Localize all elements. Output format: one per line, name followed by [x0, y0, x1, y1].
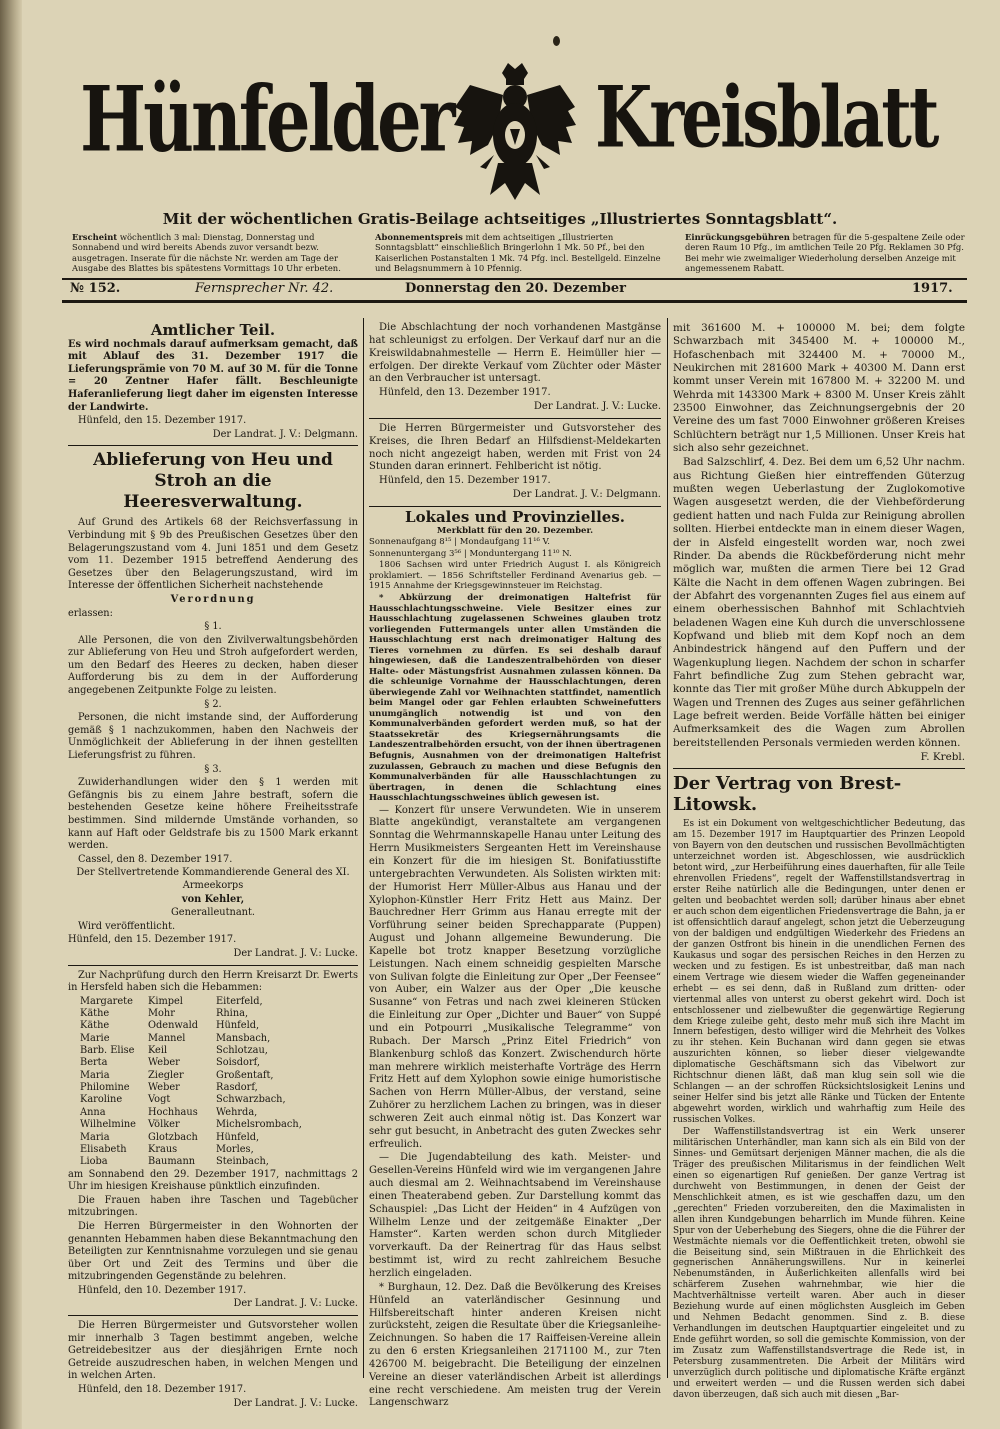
- midwife-place: Schlotzau,: [216, 1045, 268, 1057]
- midwife-last: Hochhaus: [148, 1106, 198, 1118]
- column-3: [673, 322, 965, 1402]
- midwife-last: Kimpel: [148, 995, 183, 1007]
- midwife-first: Anna: [80, 1106, 106, 1118]
- midwife-first: Lioba: [80, 1156, 108, 1168]
- midwife-place: Morles,: [216, 1143, 254, 1155]
- list-item: [68, 1082, 358, 1094]
- info-advertising: [685, 232, 965, 280]
- midwife-place: Mansbach,: [216, 1032, 271, 1044]
- midwife-first: Käthe: [80, 1008, 110, 1020]
- dateline-bottom-rule: [62, 300, 967, 303]
- ink-spot: [553, 36, 560, 46]
- auxiliary-place: Hünfeld, den 15. Dezember 1917.: [379, 475, 551, 487]
- list-item: [68, 1008, 358, 1020]
- geese-sign: Der Landrat. J. V.: Lucke.: [533, 401, 661, 413]
- list-item: [68, 1094, 358, 1106]
- list-item: [68, 1045, 358, 1057]
- list-item: [68, 1144, 358, 1156]
- midwife-first: Maria: [80, 1131, 110, 1143]
- midwives-intro: Zur Nachprüfung durch den Herrn Kreisarzt Dr. Ewerts in Hersfeld haben sich die Hebammen:: [68, 969, 358, 994]
- harvest-sign: Der Landrat. J. V.: Lucke.: [233, 1397, 358, 1409]
- midwife-place: Michelsrombach,: [216, 1119, 302, 1131]
- masthead-subtitle: Mit der wöchentlichen Gratis-Beilage achtseitiges „Illustriertes Sonntagsblatt“.: [162, 210, 838, 228]
- list-item: [68, 996, 358, 1008]
- list-item: [68, 1020, 358, 1032]
- youth-article: — Die Jugendabteilung des kath. Meister- und Gesellen-Vereins Hünfeld wird wie im vergangenen Jahre auch diesmal am 2. Weihnachtsabend im Vereinshause einen Theaterabend geben. Zur Darstellung kommt das Schauspiel: „Das Licht der Heiden“ in 4 Aufzügen von Wilhelm Lenze und der zeitgemäße Einakter „Der Hamster“. Karten werden schon durch Mitglieder vorverkauft. Da der Reinertrag für das Haus selbst bestimmt ist, wird zu recht zahlreichem Besuche herzlich eingeladen.: [369, 1152, 661, 1279]
- midwife-last: Glotzbach: [148, 1131, 198, 1143]
- published-sign: Der Landrat. J. V.: Lucke.: [233, 947, 358, 959]
- issue-date: Donnerstag den 20. Dezember: [405, 281, 626, 296]
- official-section-heading: Amtlicher Teil.: [150, 321, 276, 339]
- midwife-last: Weber: [148, 1082, 180, 1094]
- auxiliary-sign: Der Landrat. J. V.: Delgmann.: [512, 489, 661, 501]
- midwife-last: Keil: [148, 1045, 168, 1057]
- list-item: [68, 1070, 358, 1082]
- midwife-first: Käthe: [80, 1020, 110, 1032]
- issue-number: № 152.: [70, 281, 121, 296]
- burghaun-continued: mit 361600 M. + 100000 M. bei; dem folgte Schwarzbach mit 345400 M. + 100000 M., Hofaschenbach mit 324400 M. + 70000 M., Neukirchen mit 281600 Mark + 40300 M. Dann erst kommt unser Verein mit 167800 M. + 32200 M. und Wehrda mit 143300 Mark + 8300 M. Unser Kreis zählt 23500 Einwohner, das Zeichnungsergebnis der 20 Vereine des um fast 7000 Einwohner größeren Kreises Schlüchtern beträgt nur 1,5 Millionen. Unser Kreis hat sich also sehr gezeichnet.: [673, 322, 965, 455]
- list-item: [68, 1057, 358, 1069]
- almanac-heading: Merkblatt für den 20. Dezember.: [436, 525, 594, 536]
- midwife-place: Schwarzbach,: [216, 1094, 286, 1106]
- midwife-first: Karoline: [80, 1094, 123, 1106]
- masthead-left-word: Hünfelder: [80, 66, 453, 173]
- paragraph-1: Alle Personen, die von den Zivilverwaltungsbehörden zur Ablieferung von Heu und Stroh aufgefordert werden, um den Bedarf des Heeres zu decken, haben dieser Aufforderung bis zu dem in der Aufforderung angegebenen Zeitpunkte Folge zu leisten.: [68, 634, 358, 697]
- midwife-last: Ziegler: [148, 1069, 184, 1081]
- general-title: Der Stellvertretende Kommandierende General des XI. Armeekorps: [76, 867, 350, 891]
- midwives-mayors: Die Herren Bürgermeister in den Wohnorten der genannten Hebammen haben diese Bekanntmachung den Beteiligten zur Kenntnisnahme vorzulegen und sie genau über Ort und Zeit des Termins und über die mitzubringenden Gegenstände zu belehren.: [68, 1220, 358, 1283]
- oat-notice-sign: Der Landrat. J. V.: Delgmann.: [212, 428, 358, 440]
- info-subscription-text: mit dem achtseitigen „Illustrierten Sonntagsblatt“ einschließlich Bringerlohn 1 Mk. 50 Pf., bei den Kaiserlichen Postanstalten 1 Mk. 74 Pfg. incl. Bestellgeld. Einzelne und Belagsnummern à 10 Pfennig.: [375, 232, 661, 274]
- midwife-first: Philomine: [80, 1082, 130, 1094]
- phone-number: Fernsprecher Nr. 42.: [195, 281, 334, 296]
- page-binding-edge: [0, 0, 22, 1429]
- general-name: von Kehler,: [181, 893, 245, 905]
- geese-notice: Die Abschlachtung der noch vorhandenen Mastgänse hat schleunigst zu erfolgen. Der Verkauf darf nur an die Kreiswildabnahmestelle — Herrn E. Heimüller hier — erfolgen. Der direkte Verkauf vom Züchter oder Mäster an den Verbraucher ist untersagt.: [369, 322, 661, 385]
- almanac-sunrise: Sonnenaufgang 8¹⁵ | Mondaufgang 11¹⁶ V.: [369, 537, 550, 548]
- midwife-first: Barb. Elise: [80, 1045, 135, 1057]
- list-item: [68, 1033, 358, 1045]
- oat-notice-place: Hünfeld, den 15. Dezember 1917.: [78, 415, 247, 427]
- column-rule-2: [667, 318, 668, 1378]
- decree-erlassen: erlassen:: [68, 607, 113, 619]
- issue-year: 1917.: [912, 281, 953, 296]
- almanac-history: 1806 Sachsen wird unter Friedrich August I. als Königreich proklamiert. — 1856 Schriftsteller Ferdinand Avenarius geb. — 1915 Annahme der Kriegsgewinnsteuer im Reichstag.: [369, 560, 661, 592]
- midwives-sign: Der Landrat. J. V.: Lucke.: [233, 1298, 358, 1310]
- midwife-last: Mohr: [148, 1008, 175, 1020]
- column-2: [369, 322, 661, 1411]
- decree-intro: Auf Grund des Artikels 68 der Reichsverfassung in Verbindung mit § 9b des Preußischen Gesetzes über den Belagerungszustand vom 4. Juni 1851 und dem Gesetz vom 11. Dezember 1915 betreffend Aenderung des Gesetzes über den Belagerungszustand, wird im Interesse der öffentlichen Sicherheit nachstehende: [68, 517, 358, 592]
- published-note: Wird veröffentlicht.: [78, 920, 176, 932]
- midwife-last: Mannel: [148, 1032, 186, 1044]
- concert-article: — Konzert für unsere Verwundeten. Wie in unserem Blatte angekündigt, veranstaltete am vergangenen Sonntag die Wehrmannskapelle Hanau unter Leitung des Herrn Musikmeisters Sergeanten Hett im Vereinshause ein Konzert für die im hiesigen St. Bonifatiusstifte untergebrachten Verwundeten. Als Solisten wirkten mit: der Humorist Herr Müller-Albus aus Hanau und der Xylophon-Künstler Herr Fritz Hett aus Mainz. Der Bauchredner Herr Grimm aus Hanau erregte mit der Vorführung seiner beiden Sprechapparate (Puppen) August und Johann allgemeine Bewunderung. Die Kapelle bot trotz knapper Besetzung vorzügliche Leistungen. Nach einem schneidig gespielten Marsche von Sulivan folgte die Einleitung zur Oper „Der Feensee“ von Auber, ein Walzer aus der Oper „Die keusche Susanne“ von Fetras und nach zwei kleineren Stücken die Einleitung zur Oper „Dichter und Bauer“ von Suppé und ein Potpourri „Musikalische Telegramme“ von Rubach. Der Marsch „Prinz Eitel Friedrich“ von Blankenburg schloß das Konzert. Zwischendurch hörte man mehrere wirklich meisterhafte Vorträge des Herrn Fritz Hett auf dem Xylophon sowie einige humoristische Sachen von Herrn Müller-Albus, der verstand, seine Zuhörer zu herzlichem Lachen zu bringen, was in dieser schweren Zeit auch einmal nötig ist. Das Konzert war sehr gut besucht, in Anbetracht des guten Zweckes sehr erfreulich.: [369, 804, 661, 1150]
- slaughter-article: * Abkürzung der dreimonatigen Haltefrist für Hausschlachtungsschweine. Viele Besitzer eines zur Hausschlachtung zugelassenen Schweines glauben trotz vorliegenden Futtermangels unter allen Umständen die Hausschlachtung erst nach dreimonatiger Haltung des Tieres vornehmen zu dürfen. Es sei deshalb darauf hingewiesen, daß die Landeszentralbehörden von dieser Halte- oder Mästungsfrist Ausnahmen zulassen können. Da die schleunige Vornahme der Hausschlachtungen, deren überwiegende Zahl vor Weihnachten stattfindet, namentlich beim Mangel oder gar Fehlen erlaubten Schweinefutters unumgänglich notwendig ist und von den Kommunalverbänden gefordert werden muß, so hat der Staatssekretär des Kriegsernährungsamts die Landeszentralbehörden ersucht, von der ihnen übertragenen Befugnis, Ausnahmen von der dreimonatigen Haltefrist zuzulassen, Gebrauch zu machen und diese Befugnis den Kommunalverbänden für alle Hausschlachtungen zu übertragen, in denen die Schlachtung eines Hausschlachtungsschweines üblich gewesen ist.: [369, 593, 661, 804]
- paragraph-3-label: § 3.: [204, 763, 222, 775]
- harvest-place: Hünfeld, den 18. Dezember 1917.: [78, 1384, 247, 1396]
- list-item: [68, 1156, 358, 1168]
- divider: [68, 1315, 358, 1316]
- auxiliary-notice: Die Herren Bürgermeister und Gutsvorsteher des Kreises, die Ihren Bedarf an Hilfsdienst-Meldekarten noch nicht angezeigt haben, werden mit Frist von 24 Stunden daran erinnert. Fehlbericht ist nötig.: [369, 422, 661, 473]
- midwives-date: am Sonnabend den 29. Dezember 1917, nachmittags 2 Uhr im hiesigen Kreishause pünktlich einzufinden.: [68, 1168, 358, 1193]
- brest-litovsk-text: Es ist ein Dokument von weltgeschichtlicher Bedeutung, das am 15. Dezember 1917 im Hauptquartier des Prinzen Leopold von Bayern von den deutschen und russischen Bevollmächtigten unterzeichnet worden ist. Abgeschlossen, wie ausdrücklich betont wird, „zur Herbeiführung eines dauerhaften, für alle Teile ehrenvollen Friedens“, regelt der Waffenstillstandsvertrag in erster Reihe natürlich alle die Bedingungen, unter denen er gelten und beobachtet werden soll; darüber hinaus aber ebnet er auch schon dem eigentlichen Friedensvertrage die Bahn, ja er ist offensichtlich darauf angelegt, schon jetzt die Ueberzeugung von der baldigen und endgültigen Wiederkehr des Friedens an der ganzen Ostfront bis hinein in die unendlichen Fernen des Kaukasus und sogar des persischen Reiches in den Herzen zu wecken und zu festigen. Es ist unbestreitbar, daß man nach einem Vertrage wie diesem wieder die Waffen gegeneinander erhebt — es sei denn, daß in Rußland zum dritten- oder viertenmal alles von unterst zu oberst gekehrt wird. Doch ist entschlossener und zielbewußter die gegenwärtige Regierung dem Kriege zuleibe geht, desto mehr muß sich ihre Macht im Innern befestigen, desto williger wird die Mehrheit des Volkes zu ihr stehen. Kein Buchanan wird dann gegen sie etwas auszurichten können, so lieber dieser vielgewandte diplomatische Geschäftsmann sich das Vibelwort zur Richtschnur dienen läßt, daß man klug sein soll wie die Schlangen — an der schroffen Rücksichtslosigkeit Lenins und seiner Helfer sind bis jetzt alle Ränke und Tücken der Entente abgewehrt worden, wirklich und wahrhaftig zum Heile des russischen Volkes.: [673, 819, 965, 1126]
- midwives-list: [68, 996, 358, 1169]
- midwife-first: Berta: [80, 1057, 108, 1069]
- published-place: Hünfeld, den 15. Dezember 1917.: [68, 934, 237, 946]
- divider: [369, 506, 661, 507]
- midwife-first: Elisabeth: [80, 1143, 127, 1155]
- decree-place: Cassel, den 8. Dezember 1917.: [78, 853, 233, 865]
- midwife-place: Wehrda,: [216, 1106, 258, 1118]
- midwife-first: Maria: [80, 1069, 110, 1081]
- column-1: [68, 322, 358, 1411]
- brest-litovsk-text-2: Der Waffenstillstandsvertrag ist ein Werk unserer militärischen Unterhändler, man kann sich als ein Bild von der Sinnes- und Gemütsart derjenigen Männer machen, die als die Träger des preußischen Militarismus in der feindlichen Welt einen so eigenartigen Ruf genießen. Der ganze Vertrag ist durchweht von Bestimmungen, in denen der Geist der Menschlichkeit atmen, es ist wie geschaffen dazu, um den „gerechten“ Frieden vorzubereiten, den die Maximalisten in allen ihren Kundgebungen beharrlich im Munde führen. Keine Spur von der Ueberhebung des Siegers, ohne die die Führer der Westmächte niemals vor die Oeffentlichkeit treten, obwohl sie die Beiseitung sind, sein Mißtrauen in die Ehrlichkeit des gegnerischen Annäherungswillens. Nur in keinerlei Nebenumständen, in Äußerlichkeiten allenfalls wird bei schärferem Zusehen wahrnehmbar, wie hier die Machtverhältnisse verteilt waren. Aber auch in dieser Beziehung wurde auf einen möglichsten Ausgleich im Geben und Nehmen Bedacht genommen. Sind z. B. diese Verhandlungen im deutschen Hauptquartier eingeleitet und zu Ende geführt worden, so soll die gemischte Kommission, von der im Zusatz zum Waffenstillstandsvertrage die Rede ist, in Petersburg zusammentreten. Die Arbeit der Militärs wird unverzüglich durch politische und diplomatische Kräfte ergänzt und erweitert werden — und die Russen werden sich dabei davon überzeugen, daß sich auch mit diesen „Bar-: [673, 1127, 965, 1400]
- brest-litovsk-title: Der Vertrag von Brest-Litowsk.: [673, 773, 902, 816]
- midwife-place: Rhina,: [216, 1008, 249, 1020]
- burghaun-article: * Burghaun, 12. Dez. Daß die Bevölkerung des Kreises Hünfeld an vaterländischer Gesinnung und Hilfsbereitschaft hinter anderen Kreisen nicht zurücksteht, zeigen die Resultate über die Kriegsanleihe-Zeichnungen. So haben die 17 Raiffeisen-Vereine allein zu den 6 ersten Kriegsanleihen 2171100 M., zur 7ten 426700 M. beigebracht. Die Beteiligung der einzelnen Vereine an dieser vaterländischen Arbeit ist allerdings eine recht verschiedene. Am meisten trug der Verein Langenschwarz: [369, 1281, 661, 1409]
- midwife-place: Steinbach,: [216, 1156, 269, 1168]
- local-news-heading: Lokales und Provinzielles.: [405, 507, 625, 526]
- midwife-last: Vogt: [148, 1094, 171, 1106]
- oat-notice: Es wird nochmals darauf aufmerksam gemacht, daß mit Ablauf des 31. Dezember 1917 die Lieferungsprämie von 70 M. auf 30 M. für die Tonne = 20 Zentner Hafer fällt. Beschleunigte Haferanlieferung liegt daher im eigensten Interesse der Landwirte.: [68, 338, 358, 413]
- midwife-place: Großentaft,: [216, 1069, 274, 1081]
- midwife-last: Völker: [148, 1119, 180, 1131]
- midwives-place: Hünfeld, den 10. Dezember 1917.: [78, 1284, 247, 1296]
- info-publication-label: Erscheint: [72, 232, 118, 242]
- midwife-place: Hünfeld,: [216, 1020, 260, 1032]
- column-rule-1: [363, 318, 364, 1378]
- general-rank: Generalleutnant.: [170, 907, 256, 919]
- info-subscription: [375, 232, 663, 280]
- midwife-first: Marie: [80, 1032, 110, 1044]
- divider: [673, 768, 965, 769]
- info-subscription-label: Abonnementspreis: [375, 232, 463, 242]
- decree-heading: Verordnung: [170, 593, 256, 605]
- geese-place: Hünfeld, den 13. Dezember 1917.: [379, 387, 551, 399]
- masthead: [60, 55, 960, 205]
- midwife-place: Soisdorf,: [216, 1057, 261, 1069]
- info-advertising-label: Einrückungsgebühren: [685, 232, 790, 242]
- midwife-place: Rasdorf,: [216, 1082, 258, 1094]
- list-item: [68, 1107, 358, 1119]
- midwife-place: Eiterfeld,: [216, 995, 263, 1007]
- midwife-last: Weber: [148, 1057, 180, 1069]
- harvest-notice: Die Herren Bürgermeister und Gutsvorsteher wollen mir innerhalb 3 Tagen bestimmt angeben, welche Getreidebesitzer aus der diesjährigen Ernte noch Getreide auszudreschen haben, in welchen Mengen und in welchen Arten.: [68, 1320, 358, 1382]
- midwife-last: Baumann: [148, 1156, 196, 1168]
- eagle-icon: [450, 55, 580, 205]
- paragraph-1-label: § 1.: [204, 621, 222, 633]
- midwives-bring: Die Frauen haben ihre Taschen und Tagebücher mitzubringen.: [68, 1194, 358, 1219]
- midwife-first: Wilhelmine: [80, 1119, 136, 1131]
- divider: [369, 418, 661, 419]
- list-item: [68, 1119, 358, 1131]
- info-publication-text: wöchentlich 3 mal: Dienstag, Donnerstag und Sonnabend und wird bereits Abends zuvor versandt bezw. ausgetragen. Inserate für die nächste Nr. werden am Tage der Ausgabe des Blattes bis spätestens Vormittags 10 Uhr erbeten.: [72, 232, 341, 274]
- article-title-hay-straw: Ablieferung von Heu und Stroh an die Heeresverwaltung.: [93, 450, 333, 513]
- midwife-last: Kraus: [148, 1143, 178, 1155]
- salzschlirf-sign: F. Krebl.: [920, 751, 965, 763]
- paragraph-2: Personen, die nicht imstande sind, der Aufforderung gemäß § 1 nachzukommen, haben den Nachweis der Unmöglichkeit der Ablieferung in der ihnen gestellten Lieferungsfrist zu führen.: [68, 712, 358, 762]
- masthead-right-word: Kreisblatt: [595, 67, 937, 168]
- info-publication: [72, 232, 347, 280]
- midwife-first: Margarete: [80, 995, 133, 1007]
- paragraph-2-label: § 2.: [204, 698, 222, 710]
- paragraph-3: Zuwiderhandlungen wider den § 1 werden mit Gefängnis bis zu einem Jahre bestraft, sofern die bestehenden Gesetze keine höhere Freiheitsstrafe bestimmen. Sind mildernde Umstände vorhanden, so kann auf Haft oder Geldstrafe bis zu 1500 Mark erkannt werden.: [68, 777, 358, 852]
- almanac-sunset: Sonnenuntergang 3⁵⁶ | Monduntergang 11¹⁰ N.: [369, 548, 572, 559]
- divider: [68, 445, 358, 446]
- midwife-last: Odenwald: [148, 1020, 199, 1032]
- salzschlirf-article: Bad Salzschlirf, 4. Dez. Bei dem um 6,52 Uhr nachm. aus Richtung Gießen hier eintreffenden Güterzug mußten wegen Ueberlastung der Zuglokomotive Wagen ausgesetzt werden, die der Viehbeförderung gedient hatten und nach Fulda zur Reinigung abrollen sollten. Hierbei entdeckte man in einem dieser Wagen, der in Alsfeld eingestellt worden war, noch zwei Rinder. Da abends die Rückbeförderung nicht mehr möglich war, mußten die armen Tiere bei 12 Grad Kälte die Nacht in dem offenen Wagen zubringen. Bei der Abfahrt des vorgenannten Zuges fiel aus einem auf einem oberhessischen Bahnhof mit Schlachtvieh beladenen Wagen eine Kuh durch die unverschlossene Kopfwand und blieb mit dem Kopf noch an dem Anbindestrick hängend auf den Puffern und der Wagenkuplung liegen. Nachdem der schon in scharfer Fahrt befindliche Zug zum Stehen gebracht war, konnte das Tier mit großer Mühe durch Abkuppeln der Wagen und Trennen des Zuges aus seiner gefährlichen Lage befreit werden. Beide Vorfälle hätten bei einiger Aufmerksamkeit des die Wagen zum Abrollen bereitstellenden Personals vermieden werden können.: [673, 456, 965, 749]
- divider: [68, 965, 358, 966]
- dateline-top-rule: [62, 278, 967, 280]
- list-item: [68, 1132, 358, 1144]
- info-advertising-text: betragen für die 5-gespaltene Zeile oder deren Raum 10 Pfg., im amtlichen Teile 20 Pfg. Reklamen 30 Pfg. Bei mehr wie zweimaliger Wiederholung derselben Anzeige mit angemessenem Rabatt.: [685, 232, 965, 274]
- midwife-place: Hünfeld,: [216, 1131, 260, 1143]
